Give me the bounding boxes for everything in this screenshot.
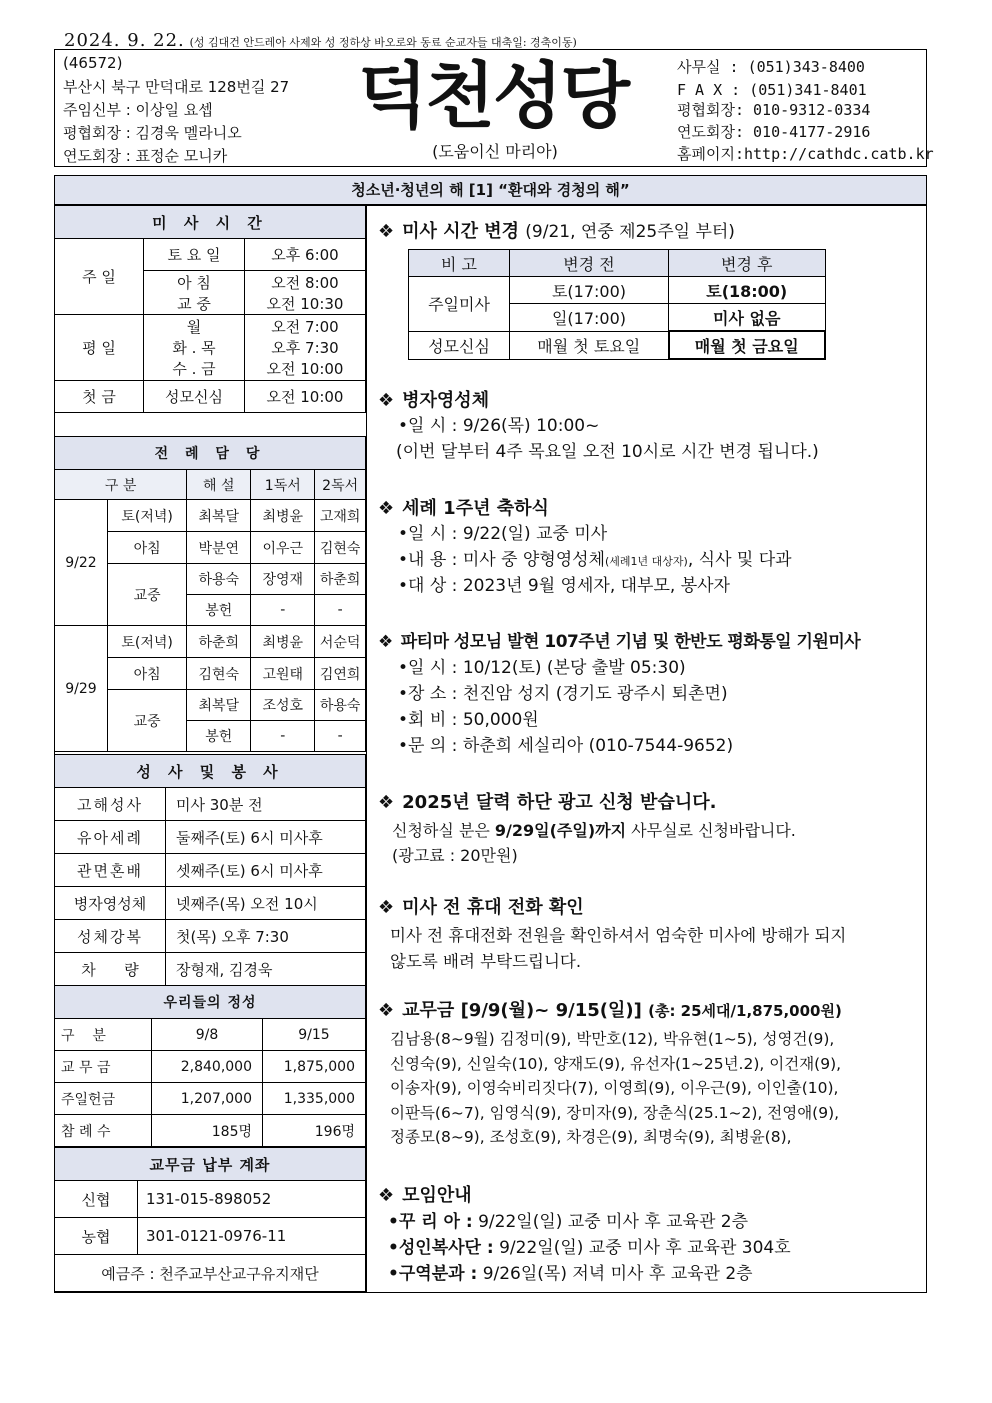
fatima-line-2: •장 소 : 천진암 성지 (경기도 광주시 퇴촌면) [398,684,728,704]
offering-label: 주일헌금 [55,1083,152,1115]
diamond-bullet-icon: ❖ [378,792,395,813]
sunday-label: 주 일 [55,239,144,315]
baptism-title: ❖ 세례 1주년 축하식 [378,498,549,519]
account-number: 131-015-898052 [138,1181,366,1218]
mass-times-table [54,205,366,413]
feast-name: (성 김대건 안드레아 사제와 성 정하상 바오로와 동료 순교자들 대축일: 경축이동) [189,36,577,49]
fatima-title: ❖ 파티마 성모님 발현 107주년 기념 및 한반도 평화통일 기원미사 [378,632,861,652]
reader-1: 조성호 [251,690,315,721]
offering-value: 1,335,000 [263,1083,366,1115]
commentator: 최복달 [187,690,251,721]
liturgy-table [54,436,366,752]
diamond-bullet-icon: ❖ [378,897,395,918]
mass-change-title: ❖ 미사 시간 변경 (9/21, 연중 제25주일 부터) [378,221,735,242]
sacrament-value: 첫(목) 오후 7:30 [166,920,366,953]
mass-time: 오전 8:00 오전 10:30 [245,271,366,315]
offertory-r2: - [315,721,366,752]
baptism-line-3: •대 상 : 2023년 9월 영세자, 대부모, 봉사자 [398,576,730,596]
commentator: 하용숙 [187,564,251,595]
meeting-row: •구역분과 : 9/26일(목) 저녁 미사 후 교육관 2층 [388,1264,753,1284]
offering-value: 1,207,000 [152,1083,263,1115]
sacrament-value: 장형재, 김경욱 [166,953,366,986]
mass-times-heading: 미 사 시 간 [55,206,366,239]
offering-value: 2,840,000 [152,1051,263,1083]
fatima-line-4: •문 의 : 하춘희 세실리아 (010-7544-9652) [398,736,734,756]
weekday-label: 평 일 [55,315,144,381]
bulletin-date-line [64,30,577,51]
reader-2: 김연희 [315,658,366,690]
change-before: 토(17:00) [510,277,669,304]
change-label: 성모신심 [409,331,510,359]
liturgy-date: 9/22 [55,500,108,626]
mass-time: 오전 7:00 오후 7:30 오전 10:00 [245,315,366,381]
reader-2: 하용숙 [315,690,366,721]
meetings-title: ❖ 모임안내 [378,1185,472,1206]
fax-number: F A X : (051)341-8401 [677,81,867,99]
sacrament-value: 둘째주(토) 6시 미사후 [166,821,366,854]
offertory-r1: - [251,721,315,752]
commentator: 박분연 [187,532,251,564]
mass-time: 오후 6:00 [245,239,366,271]
account-holder: 예금주 : 천주교부산교구유지재단 [55,1255,366,1292]
sacraments-heading: 성 사 및 봉 사 [55,755,366,788]
theme-banner: 청소년·청년의 해 [1] “환대와 경청의 해” [54,175,927,205]
liturgy-mass: 아침 [108,532,187,564]
meeting-row: •성인복사단 : 9/22일(일) 교중 미사 후 교육관 304호 [388,1238,791,1258]
offertory-r2: - [315,595,366,626]
sick-line-1: •일 시 : 9/26(목) 10:00~ [398,416,600,436]
fatima-line-3: •회 비 : 50,000원 [398,710,539,730]
liturgy-mass: 교중 [108,690,187,752]
diamond-bullet-icon: ❖ [378,632,393,652]
liturgy-col-header: 1독서 [251,470,315,500]
change-label: 주일미사 [409,277,510,332]
liturgy-col-header: 구 분 [55,470,187,500]
reader-1: 최병윤 [251,626,315,658]
meeting-row: •꾸 리 아 : 9/22일(일) 교중 미사 후 교육관 2층 [388,1212,749,1232]
diamond-bullet-icon: ❖ [378,1185,395,1206]
offerings-col-header: 9/15 [263,1019,366,1051]
reader-1: 이우근 [251,532,315,564]
change-before: 매월 첫 토요일 [510,331,669,359]
bank-name: 농협 [55,1218,138,1255]
mass-day: 아 침 교 중 [144,271,245,315]
dues-line: 이판득(6~7), 임영식(9), 장미자(9), 장춘식(25.1~2), 전영애(9), [390,1103,840,1122]
council-president: 평협회장 : 김경욱 멜라니오 [63,124,242,142]
address: 부산시 북구 만덕대로 128번길 27 [63,78,290,96]
offering-value: 196명 [263,1115,366,1147]
offertory-r1: - [251,595,315,626]
yeondo-phone: 연도회장: 010-4177-2916 [677,123,871,141]
patron-saint: (도움이신 마리아) [432,142,558,161]
accounts-table [54,1147,366,1292]
phone-check-line-2: 않도록 배려 부탁드립니다. [390,952,582,971]
fatima-line-1: •일 시 : 10/12(토) (본당 출발 05:30) [398,658,686,678]
calendar-ad-line-1: 신청하실 분은 9/29일(주일)까지 사무실로 신청바랍니다. [392,821,796,840]
commentator: 최복달 [187,500,251,532]
pastor: 주임신부 : 이상일 요셉 [63,101,213,119]
bank-name: 신협 [55,1181,138,1218]
baptism-line-1: •일 시 : 9/22(일) 교중 미사 [398,524,608,544]
liturgy-mass: 토(저녁) [108,626,187,658]
sacrament-label: 관면혼배 [55,854,166,887]
mass-day: 월 화 . 목 수 . 금 [144,315,245,381]
change-col-header: 변경 전 [510,250,669,277]
liturgy-col-header: 2독서 [315,470,366,500]
sacrament-value: 셋째주(토) 6시 미사후 [166,854,366,887]
offertory-label: 봉헌 [187,721,251,752]
dues-line: 김남용(8~9월) 김정미(9), 박만호(12), 박유현(1~5), 성영건(9), [390,1030,835,1048]
reader-1: 장영재 [251,564,315,595]
offering-value: 185명 [152,1115,263,1147]
diamond-bullet-icon: ❖ [378,390,395,411]
sick-communion-title: ❖ 병자영성체 [378,390,490,411]
postcode: (46572) [63,54,123,72]
commentator: 하춘희 [187,626,251,658]
liturgy-mass: 아침 [108,658,187,690]
mass-day: 토 요 일 [144,239,245,271]
accounts-heading: 교무금 납부 계좌 [55,1148,366,1181]
church-name: 덕천성당 [357,53,629,138]
offertory-label: 봉헌 [187,595,251,626]
bulletin-date: 2024. 9. 22. [64,30,185,51]
first-friday-time: 오전 10:00 [245,381,366,413]
sacrament-label: 고해성사 [55,788,166,821]
sacrament-label: 차 량 [55,953,166,986]
change-col-header: 변경 후 [669,250,826,277]
offering-label: 참 례 수 [55,1115,152,1147]
dues-list [390,1027,841,1150]
sick-line-2: (이번 달부터 4주 목요일 오전 10시로 시간 변경 됩니다.) [396,442,819,462]
dues-line: 이송자(9), 이영숙비리짓다(7), 이영희(9), 이우근(9), 이인출(10), [390,1079,839,1097]
reader-2: 김현숙 [315,532,366,564]
change-before: 일(17:00) [510,304,669,332]
diamond-bullet-icon: ❖ [378,1000,395,1021]
offerings-table [54,985,366,1147]
reader-2: 고재희 [315,500,366,532]
yeondo-president: 연도회장 : 표정순 모니카 [63,147,228,165]
mass-change-table [408,249,826,360]
liturgy-col-header: 해 설 [187,470,251,500]
liturgy-mass: 교중 [108,564,187,626]
offerings-col-header: 구 분 [55,1019,152,1051]
dues-line: 신영숙(9), 신일숙(10), 양재도(9), 유선자(1~25년.2), 이건재(9), [390,1054,842,1073]
diamond-bullet-icon: ❖ [378,221,395,242]
first-friday-label: 첫 금 [55,381,144,413]
calendar-ad-line-2: (광고료 : 20만원) [392,846,518,865]
reader-2: 하춘희 [315,564,366,595]
sacraments-table [54,754,366,986]
offering-label: 교 무 금 [55,1051,152,1083]
homepage-link[interactable]: 홈페이지:http://cathdc.catb.kr [677,145,934,163]
liturgy-date: 9/29 [55,626,108,752]
dues-line: 정종모(8~9), 조성호(9), 차경은(9), 최명숙(9), 최병윤(8), [390,1128,792,1146]
diamond-bullet-icon: ❖ [378,498,395,519]
change-after: 토(18:00) [669,277,826,304]
reader-2: 서순덕 [315,626,366,658]
commentator: 김현숙 [187,658,251,690]
offerings-heading: 우리들의 정성 [55,986,366,1019]
calendar-ad-title: ❖ 2025년 달력 하단 광고 신청 받습니다. [378,792,717,813]
reader-1: 고원태 [251,658,315,690]
liturgy-mass: 토(저녁) [108,500,187,532]
phone-check-title: ❖ 미사 전 휴대 전화 확인 [378,897,584,918]
reader-1: 최병윤 [251,500,315,532]
sacrament-value: 넷째주(목) 오전 10시 [166,887,366,920]
sacrament-label: 병자영성체 [55,887,166,920]
offering-value: 1,875,000 [263,1051,366,1083]
change-after: 매월 첫 금요일 [669,331,826,359]
offerings-col-header: 9/8 [152,1019,263,1051]
liturgy-heading: 전 례 담 당 [55,437,366,470]
baptism-line-2: •내 용 : 미사 중 양형영성체(세례1년 대상자), 식사 및 다과 [398,550,792,570]
change-after: 미사 없음 [669,304,826,332]
dues-title: ❖ 교무금 [9/9(월)~ 9/15(일)] (총: 25세대/1,875,000원) [378,1000,842,1021]
sacrament-value: 미사 30분 전 [166,788,366,821]
phone-check-line-1: 미사 전 휴대전화 전원을 확인하셔서 엄숙한 미사에 방해가 되지 [390,926,847,945]
sacrament-label: 성체강복 [55,920,166,953]
change-col-header: 비 고 [409,250,510,277]
sacrament-label: 유아세례 [55,821,166,854]
council-phone: 평협회장: 010-9312-0334 [677,101,871,119]
first-friday-day: 성모신심 [144,381,245,413]
office-phone: 사무실 : (051)343-8400 [677,58,865,76]
account-number: 301-0121-0976-11 [138,1218,366,1255]
